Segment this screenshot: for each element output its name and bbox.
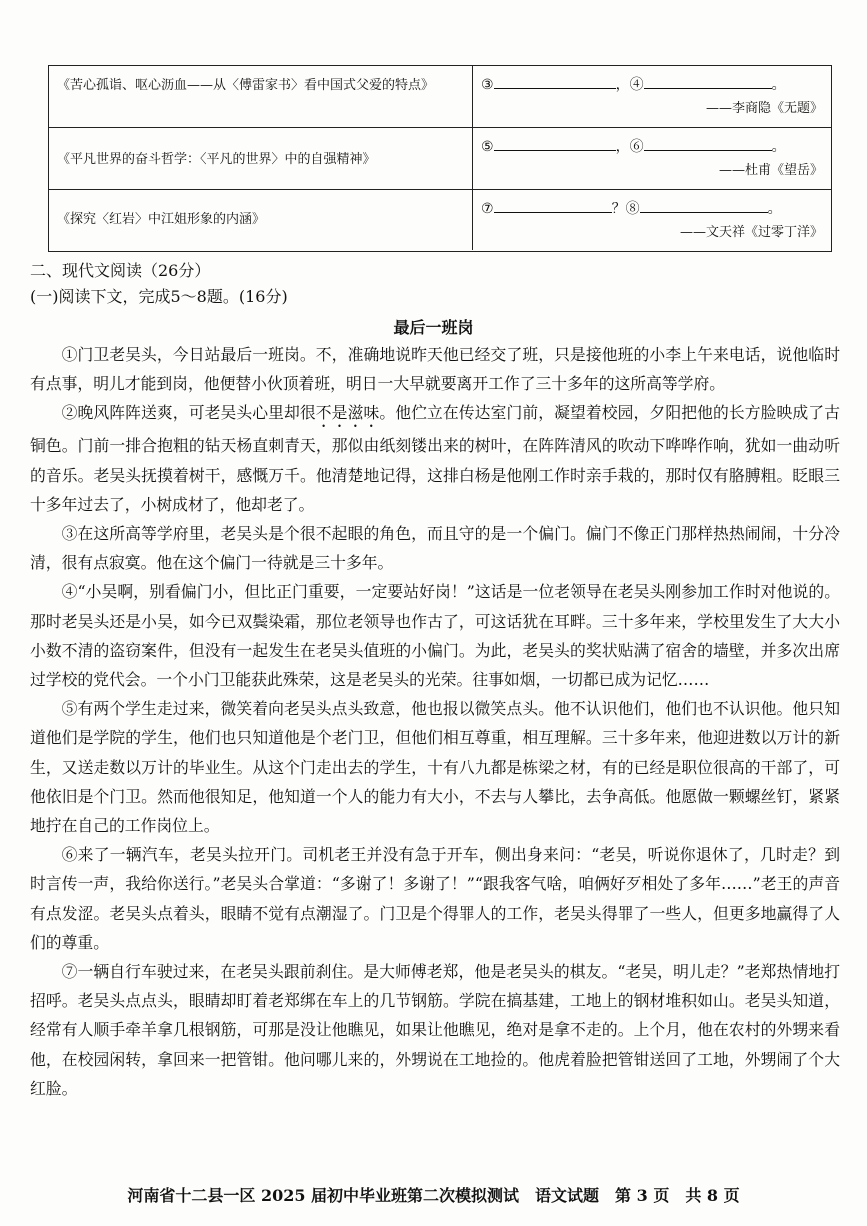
topic-cell: 《平凡世界的奋斗哲学：〈平凡的世界〉中的自强精神》 (49, 128, 473, 189)
paragraph-5: ⑤有两个学生走过来，微笑着向老吴头点头致意，他也报以微笑点头。他不认识他们，他们也不认识他。他只知道他们是学院的学生，他们也只知道他是个老门卫，但他们相互尊重，相互理解。三十多年来，他迎进数以万计的新生，又送走数以万计的毕业生。从这个门走出去的学生，十有八九都是栋梁之材，有的已经是职位很高的干部了，可他依旧是个门卫。然而他很知足，他知道一个人的能力有大小，不去与人攀比，去争高低。他愿做一颗螺丝钉，紧紧地拧在自己的工作岗位上。 (30, 699, 840, 836)
answer-blank-7[interactable] (494, 198, 612, 213)
table-row (49, 190, 831, 250)
answer-blank-5[interactable] (494, 136, 616, 151)
source-attribution: ——文天祥《过零丁洋》 (679, 225, 823, 240)
section-heading: 二、现代文阅读（26分） (30, 261, 211, 280)
paragraph-3: ③在这所高等学府里，老吴头是个很不起眼的角色，而且守的是一个偏门。偏门不像正门那样热热闹闹，十分冷清，很有点寂寞。他在这个偏门一待就是三十多年。 (30, 524, 840, 573)
answer-blank-6[interactable] (644, 136, 772, 151)
topic-cell: 《苦心孤诣、呕心沥血——从〈傅雷家书〉看中国式父爱的特点》 (49, 66, 473, 127)
table-row (49, 128, 831, 190)
section-subheading: (一)阅读下文，完成5～8题。(16分) (30, 287, 288, 306)
article-title: 最后一班岗 (393, 318, 474, 337)
blank-cell: ⑦ ？⑧ 。 ——文天祥《过零丁洋》 (473, 190, 831, 258)
source-attribution: ——李商隐《无题》 (705, 101, 823, 116)
paragraph-7: ⑦一辆自行车驶过来，在老吴头跟前刹住。是大师傅老郑，他是老吴头的棋友。“老吴，明儿走？”老郑热情地打招呼。老吴头点点头，眼睛却盯着老郑绑在车上的几节钢筋。学院在搞基建，工地上的钢材堆积如山。老吴头知道，经常有人顺手牵羊拿几根钢筋，可那是没让他瞧见，如果让他瞧见，绝对是拿不走的。上个月，他在农村的外甥来看他，在校园闲转，拿回来一把管钳。他问哪儿来的，外甥说在工地捡的。他虎着脸把管钳送回了工地，外甥闹了个大红脸。 (30, 962, 840, 1098)
paragraph-1: ①门卫老吴头，今日站最后一班岗。不，准确地说昨天他已经交了班，只是接他班的小李上午来电话，说他临时有点事，明儿才能到岗，他便替小伙顶着班，明日一大早就要离开工作了三十多年的这所高等学府。 (30, 345, 840, 394)
answer-blank-8[interactable] (640, 198, 768, 213)
paragraph-4: ④“小吴啊，别看偏门小，但比正门重要，一定要站好岗！”这话是一位老领导在老吴头刚参加工作时对他说的。那时老吴头还是小吴，如今已双鬓染霜，那位老领导也作古了，可这话犹在耳畔。三十多年来，学校里发生了大大小小数不清的盗窃案件，但没有一起发生在老吴头值班的小偏门。为此，老吴头的奖状贴满了宿舍的墙壁，并多次出席过学校的党代会。一个小门卫能获此殊荣，这是老吴头的光荣。往事如烟，一切都已成为记忆…… (30, 582, 840, 690)
answer-blank-3[interactable] (494, 74, 616, 89)
blank-cell: ⑤ ，⑥ 。 ——杜甫《望岳》 (473, 128, 831, 197)
article-body (30, 340, 840, 1103)
page-footer: 河南省十二县一区 2025 届初中毕业班第二次模拟测试 语文试题 第 3 页 共 8 页 (127, 1186, 740, 1205)
answer-blank-4[interactable] (644, 74, 772, 89)
paragraph-2: ②晚风阵阵送爽，可老吴头心里却很不是滋味。他伫立在传达室门前，凝望着校园，夕阳把他的长方脸映成了古铜色。门前一排合抱粗的钻天杨直刺青天，那似由纸刻镂出来的树叶，在阵阵清风的吹动下哗哗作响，犹如一曲动听的音乐。老吴头抚摸着树干，感慨万千。他清楚地记得，这排白杨是他刚工作时亲手栽的，那时仅有胳膊粗。眨眼三十多年过去了，小树成材了，他却老了。 (30, 403, 840, 514)
topic-cell: 《探究〈红岩〉中江姐形象的内涵》 (49, 190, 473, 250)
table-row (49, 66, 831, 128)
source-attribution: ——杜甫《望岳》 (718, 163, 823, 178)
emphasized-phrase: 不是滋味 (315, 403, 380, 423)
paragraph-6: ⑥来了一辆汽车，老吴头拉开门。司机老王并没有急于开车，侧出身来问：“老吴，听说你退休了，几时走？到时言传一声，我给你送行。”老吴头合掌道：“多谢了！多谢了！”“跟我客气啥，咱俩好歹相处了多年……”老王的声音有点发涩。老吴头点着头，眼睛不觉有点潮湿了。门卫是个得罪人的工作，老吴头得罪了一些人，但更多地赢得了人们的尊重。 (30, 845, 840, 952)
blank-cell: ③ ，④ 。 ——李商隐《无题》 (473, 66, 831, 135)
answer-table (48, 65, 832, 252)
